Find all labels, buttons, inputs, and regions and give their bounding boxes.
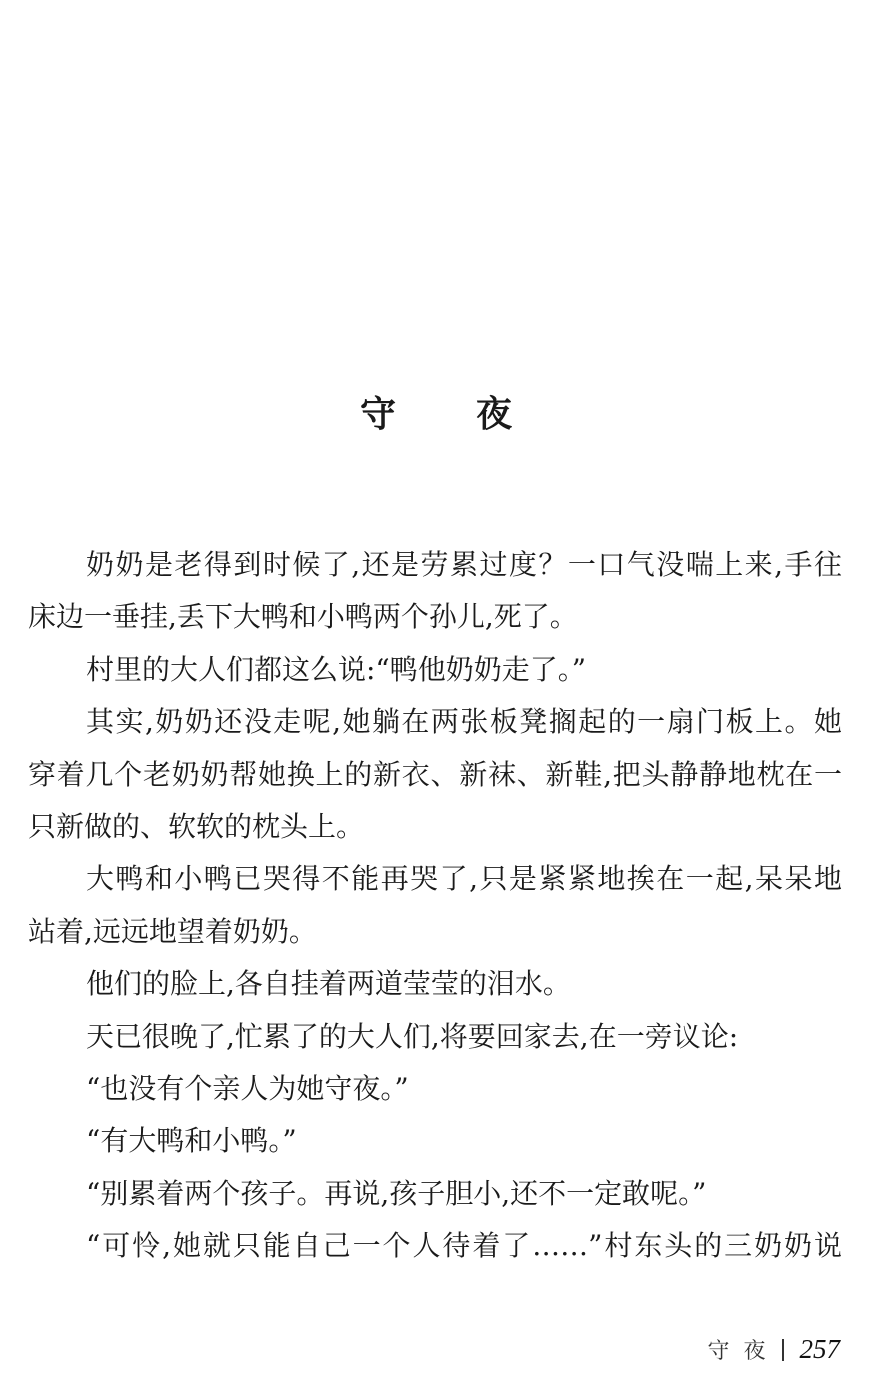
text-line: “也没有个亲人为她守夜。” [86, 1071, 409, 1105]
text-line: 床边一垂挂,丢下大鸭和小鸭两个孙儿,死了。 [28, 600, 578, 634]
running-title: 守夜 [707, 1339, 780, 1364]
text-line: 天已很晚了,忙累了的大人们,将要回家去,在一旁议论: [86, 1019, 739, 1053]
body-text [28, 543, 842, 1276]
title-char: 守 [359, 394, 396, 435]
text-line: 大鸭和小鸭已哭得不能再哭了,只是紧紧地挨在一起,呆呆地 [86, 862, 842, 896]
text-line: “别累着两个孩子。再说,孩子胆小,还不一定敢呢。” [86, 1176, 707, 1210]
text-line: 只新做的、软软的枕头上。 [28, 809, 365, 843]
text-line: 穿着几个老奶奶帮她换上的新衣、新袜、新鞋,把头静静地枕在一 [28, 757, 842, 791]
title-char: 夜 [476, 394, 513, 435]
page-number: 257 [799, 1334, 840, 1364]
text-line: 他们的脸上,各自挂着两道莹莹的泪水。 [86, 967, 571, 1001]
text-line: 奶奶是老得到时候了,还是劳累过度？一口气没喘上来,手往 [86, 548, 842, 581]
chapter-title [0, 386, 872, 437]
text-line: “有大鸭和小鸭。” [86, 1124, 297, 1158]
text-line: “可怜,她就只能自己一个人待着了……”村东头的三奶奶说 [86, 1229, 842, 1263]
text-line: 站着,远远地望着奶奶。 [28, 914, 317, 948]
text-line: 其实,奶奶还没走呢,她躺在两张板凳搁起的一扇门板上。她 [86, 705, 842, 739]
page-footer [707, 1334, 840, 1365]
footer-divider [782, 1339, 784, 1361]
text-line: 村里的大人们都这么说:“鸭他奶奶走了。” [86, 652, 587, 686]
